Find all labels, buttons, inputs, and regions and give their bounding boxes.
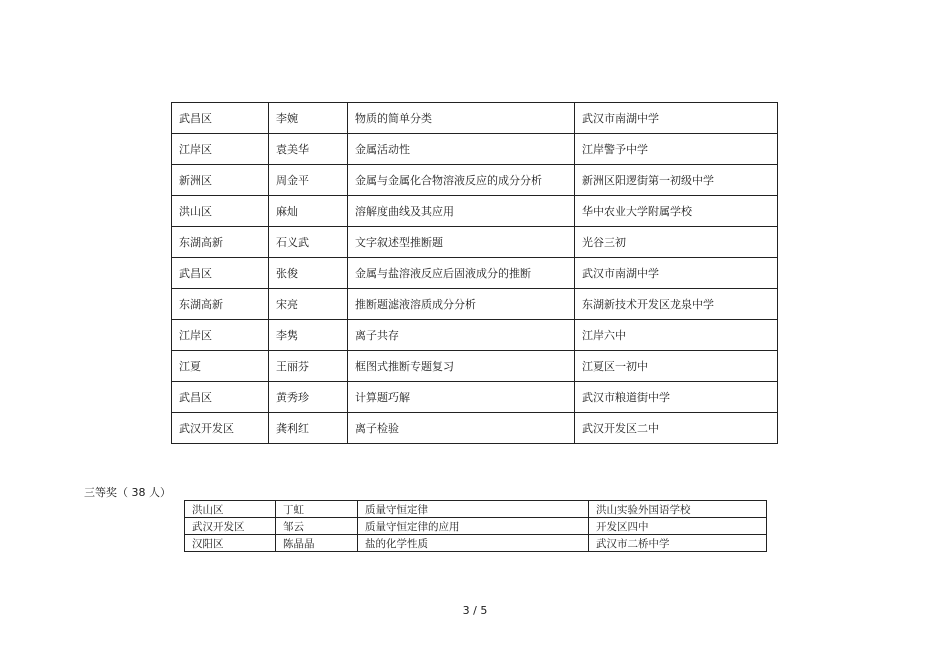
table-row — [172, 258, 778, 289]
teacher-cell: 宋亮 — [269, 289, 348, 320]
table-row — [172, 196, 778, 227]
teacher-cell: 石义武 — [269, 227, 348, 258]
table-row — [172, 413, 778, 444]
district-cell: 武昌区 — [172, 103, 269, 134]
teacher-cell: 李婉 — [269, 103, 348, 134]
teacher-cell: 丁虹 — [276, 501, 358, 518]
district-cell: 江夏 — [172, 351, 269, 382]
teacher-cell: 黄秀珍 — [269, 382, 348, 413]
award-table-third — [184, 500, 767, 552]
school-cell: 武汉市二桥中学 — [589, 535, 767, 552]
table-row — [172, 351, 778, 382]
teacher-cell: 陈晶晶 — [276, 535, 358, 552]
district-cell: 东湖高新 — [172, 227, 269, 258]
teacher-cell: 周金平 — [269, 165, 348, 196]
topic-cell: 金属与盐溶液反应后固液成分的推断 — [348, 258, 575, 289]
table-row — [172, 289, 778, 320]
district-cell: 武汉开发区 — [172, 413, 269, 444]
topic-cell: 计算题巧解 — [348, 382, 575, 413]
district-cell: 新洲区 — [172, 165, 269, 196]
district-cell: 东湖高新 — [172, 289, 269, 320]
table-row — [185, 501, 767, 518]
award-table-main — [171, 102, 778, 444]
teacher-cell: 王丽芬 — [269, 351, 348, 382]
school-cell: 开发区四中 — [589, 518, 767, 535]
teacher-cell: 李隽 — [269, 320, 348, 351]
topic-cell: 金属与金属化合物溶液反应的成分分析 — [348, 165, 575, 196]
table-row — [185, 518, 767, 535]
topic-cell: 质量守恒定律的应用 — [358, 518, 589, 535]
school-cell: 武汉市粮道街中学 — [575, 382, 778, 413]
table-row — [172, 227, 778, 258]
table-row — [172, 165, 778, 196]
school-cell: 江岸警予中学 — [575, 134, 778, 165]
topic-cell: 质量守恒定律 — [358, 501, 589, 518]
table-row — [185, 535, 767, 552]
school-cell: 新洲区阳逻街第一初级中学 — [575, 165, 778, 196]
school-cell: 江夏区一初中 — [575, 351, 778, 382]
school-cell: 江岸六中 — [575, 320, 778, 351]
page-number: 3 / 5 — [462, 604, 488, 617]
table-row — [172, 382, 778, 413]
district-cell: 江岸区 — [172, 134, 269, 165]
topic-cell: 框图式推断专题复习 — [348, 351, 575, 382]
topic-cell: 离子共存 — [348, 320, 575, 351]
teacher-cell: 张俊 — [269, 258, 348, 289]
school-cell: 武汉市南湖中学 — [575, 258, 778, 289]
teacher-cell: 麻灿 — [269, 196, 348, 227]
district-cell: 洪山区 — [172, 196, 269, 227]
district-cell: 武汉开发区 — [185, 518, 276, 535]
table-row — [172, 320, 778, 351]
school-cell: 华中农业大学附属学校 — [575, 196, 778, 227]
table-row — [172, 134, 778, 165]
district-cell: 武昌区 — [172, 258, 269, 289]
school-cell: 东湖新技术开发区龙泉中学 — [575, 289, 778, 320]
school-cell: 洪山实验外国语学校 — [589, 501, 767, 518]
district-cell: 武昌区 — [172, 382, 269, 413]
topic-cell: 离子检验 — [348, 413, 575, 444]
district-cell: 江岸区 — [172, 320, 269, 351]
teacher-cell: 龚利红 — [269, 413, 348, 444]
school-cell: 武汉开发区二中 — [575, 413, 778, 444]
topic-cell: 盐的化学性质 — [358, 535, 589, 552]
topic-cell: 推断题滤液溶质成分分析 — [348, 289, 575, 320]
district-cell: 汉阳区 — [185, 535, 276, 552]
district-cell: 洪山区 — [185, 501, 276, 518]
table-row — [172, 103, 778, 134]
third-prize-heading: 三等奖（ 38 人） — [84, 486, 171, 499]
topic-cell: 溶解度曲线及其应用 — [348, 196, 575, 227]
teacher-cell: 邹云 — [276, 518, 358, 535]
award-table-third-body — [185, 501, 767, 552]
school-cell: 光谷三初 — [575, 227, 778, 258]
award-table-main-body — [172, 103, 778, 444]
school-cell: 武汉市南湖中学 — [575, 103, 778, 134]
topic-cell: 文字叙述型推断题 — [348, 227, 575, 258]
teacher-cell: 袁美华 — [269, 134, 348, 165]
topic-cell: 物质的简单分类 — [348, 103, 575, 134]
topic-cell: 金属活动性 — [348, 134, 575, 165]
